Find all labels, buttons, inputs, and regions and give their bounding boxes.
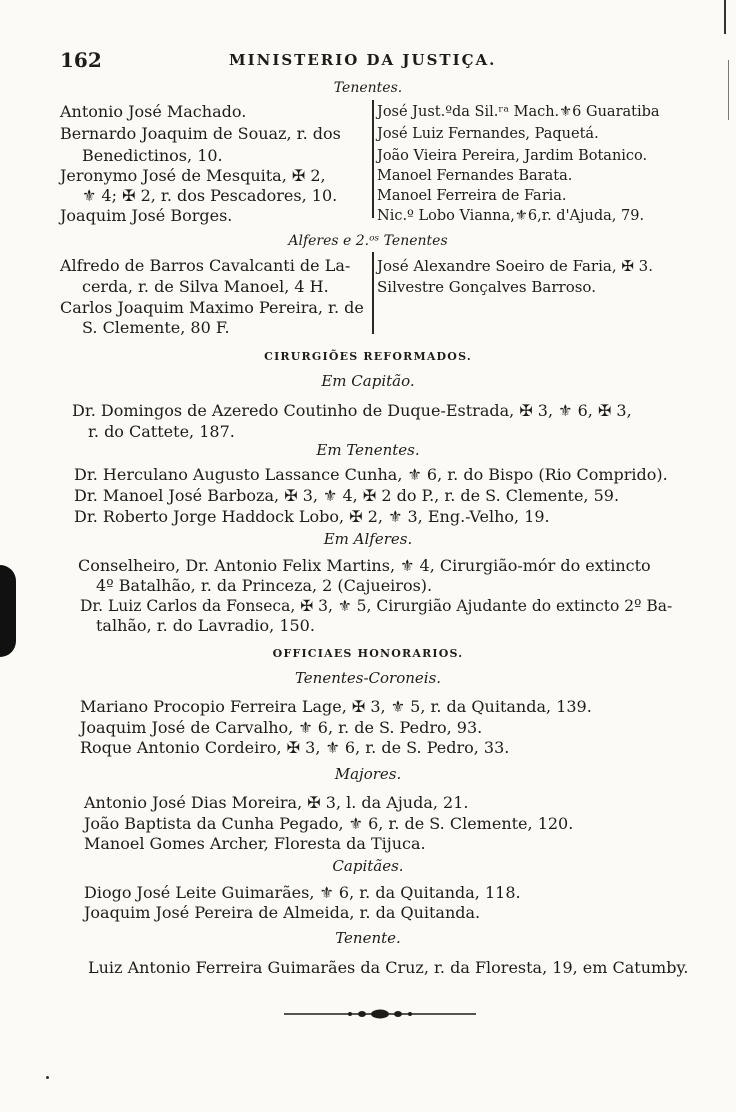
heading-tenente: Tenente. — [335, 929, 401, 947]
entry-line: Joaquim José Pereira de Almeida, r. da Quitanda. — [84, 903, 481, 922]
entry-line: 4º Batalhão, r. da Princeza, 2 (Cajueiros). — [96, 576, 433, 595]
entry-line: José Alexandre Soeiro de Faria, ✠ 3. — [377, 257, 653, 275]
heading-majores: Majores. — [334, 765, 402, 783]
running-title: MINISTERIO DA JUSTIÇA. — [229, 51, 497, 69]
entry-line: Jeronymo José de Mesquita, ✠ 2, — [60, 166, 326, 185]
heading-em-alferes: Em Alferes. — [323, 530, 413, 548]
entry-line: Bernardo Joaquim de Souaz, r. dos — [60, 124, 341, 143]
entry-line: Alfredo de Barros Cavalcanti de La- — [60, 256, 351, 275]
entry-line: Joaquim José Borges. — [60, 206, 233, 225]
entry-line: talhão, r. do Lavradio, 150. — [96, 616, 315, 635]
entry-line: Dr. Manoel José Barboza, ✠ 3, ⚜ 4, ✠ 2 do P., r. de S. Clemente, 59. — [74, 486, 620, 505]
edge-mark — [724, 0, 726, 34]
heading-em-tenentes: Em Tenentes. — [316, 441, 420, 459]
entry-line: Antonio José Machado. — [60, 102, 247, 121]
entry-line: Dr. Herculano Augusto Lassance Cunha, ⚜ 6, r. do Bispo (Rio Comprido). — [74, 465, 668, 484]
entry-line: Dr. Domingos de Azeredo Coutinho de Duque-Estrada, ✠ 3, ⚜ 6, ✠ 3, — [72, 401, 632, 420]
entry-line: Manoel Fernandes Barata. — [377, 168, 573, 184]
entry-line: José Just.ºda Sil.ʳᵃ Mach.⚜6 Guaratiba — [377, 104, 660, 120]
entry-line: Mariano Procopio Ferreira Lage, ✠ 3, ⚜ 5, r. da Quitanda, 139. — [80, 697, 592, 716]
page-number: 162 — [60, 48, 102, 72]
entry-line: Luiz Antonio Ferreira Guimarães da Cruz, r. da Floresta, 19, em Catumby. — [88, 958, 689, 977]
heading-honorarios: OFFICIAES HONORARIOS. — [272, 647, 464, 660]
entry-line: Joaquim José de Carvalho, ⚜ 6, r. de S. Pedro, 93. — [80, 718, 483, 737]
entry-line: Manoel Gomes Archer, Floresta da Tijuca. — [84, 834, 426, 853]
entry-line: Conselheiro, Dr. Antonio Felix Martins, ⚜ 4, Cirurgião-mór do extincto — [78, 556, 651, 575]
entry-line: Manoel Ferreira de Faria. — [377, 188, 567, 204]
edge-mark — [728, 60, 729, 120]
heading-tenentes-coroneis: Tenentes-Coroneis. — [294, 669, 442, 687]
entry-line: Nic.º Lobo Vianna,⚜6,r. d'Ajuda, 79. — [377, 208, 645, 224]
heading-capitaes: Capitães. — [332, 857, 404, 875]
ink-speck — [46, 1076, 49, 1079]
binding-shadow — [0, 565, 16, 657]
entry-line: cerda, r. de Silva Manoel, 4 H. — [82, 277, 329, 296]
entry-line: Diogo José Leite Guimarães, ⚜ 6, r. da Quitanda, 118. — [84, 883, 521, 902]
heading-tenentes: Tenentes. — [333, 80, 403, 96]
entry-line: r. do Cattete, 187. — [88, 422, 235, 441]
heading-em-capitao: Em Capitão. — [321, 372, 415, 390]
entry-line: Silvestre Gonçalves Barroso. — [377, 278, 596, 296]
heading-alferes: Alferes e 2.ᵒˢ Tenentes — [288, 233, 448, 249]
entry-line: João Vieira Pereira, Jardim Botanico. — [377, 148, 648, 164]
column-divider — [372, 252, 374, 334]
entry-line: José Luiz Fernandes, Paquetá. — [377, 126, 599, 142]
entry-line: Carlos Joaquim Maximo Pereira, r. de — [60, 298, 364, 317]
entry-line: ⚜ 4; ✠ 2, r. dos Pescadores, 10. — [82, 186, 338, 205]
ornament-rule — [280, 1002, 480, 1026]
entry-line: Antonio José Dias Moreira, ✠ 3, l. da Ajuda, 21. — [84, 793, 469, 812]
entry-line: João Baptista da Cunha Pegado, ⚜ 6, r. de S. Clemente, 120. — [84, 814, 574, 833]
entry-line: Benedictinos, 10. — [82, 146, 223, 165]
entry-line: Dr. Roberto Jorge Haddock Lobo, ✠ 2, ⚜ 3, Eng.-Velho, 19. — [74, 507, 550, 526]
entry-line: S. Clemente, 80 F. — [82, 318, 230, 337]
heading-cirurgioes: CIRURGIÕES REFORMADOS. — [264, 350, 472, 363]
entry-line: Roque Antonio Cordeiro, ✠ 3, ⚜ 6, r. de S. Pedro, 33. — [80, 738, 510, 757]
entry-line: Dr. Luiz Carlos da Fonseca, ✠ 3, ⚜ 5, Cirurgião Ajudante do extincto 2º Ba- — [80, 597, 673, 615]
column-divider — [372, 100, 374, 218]
